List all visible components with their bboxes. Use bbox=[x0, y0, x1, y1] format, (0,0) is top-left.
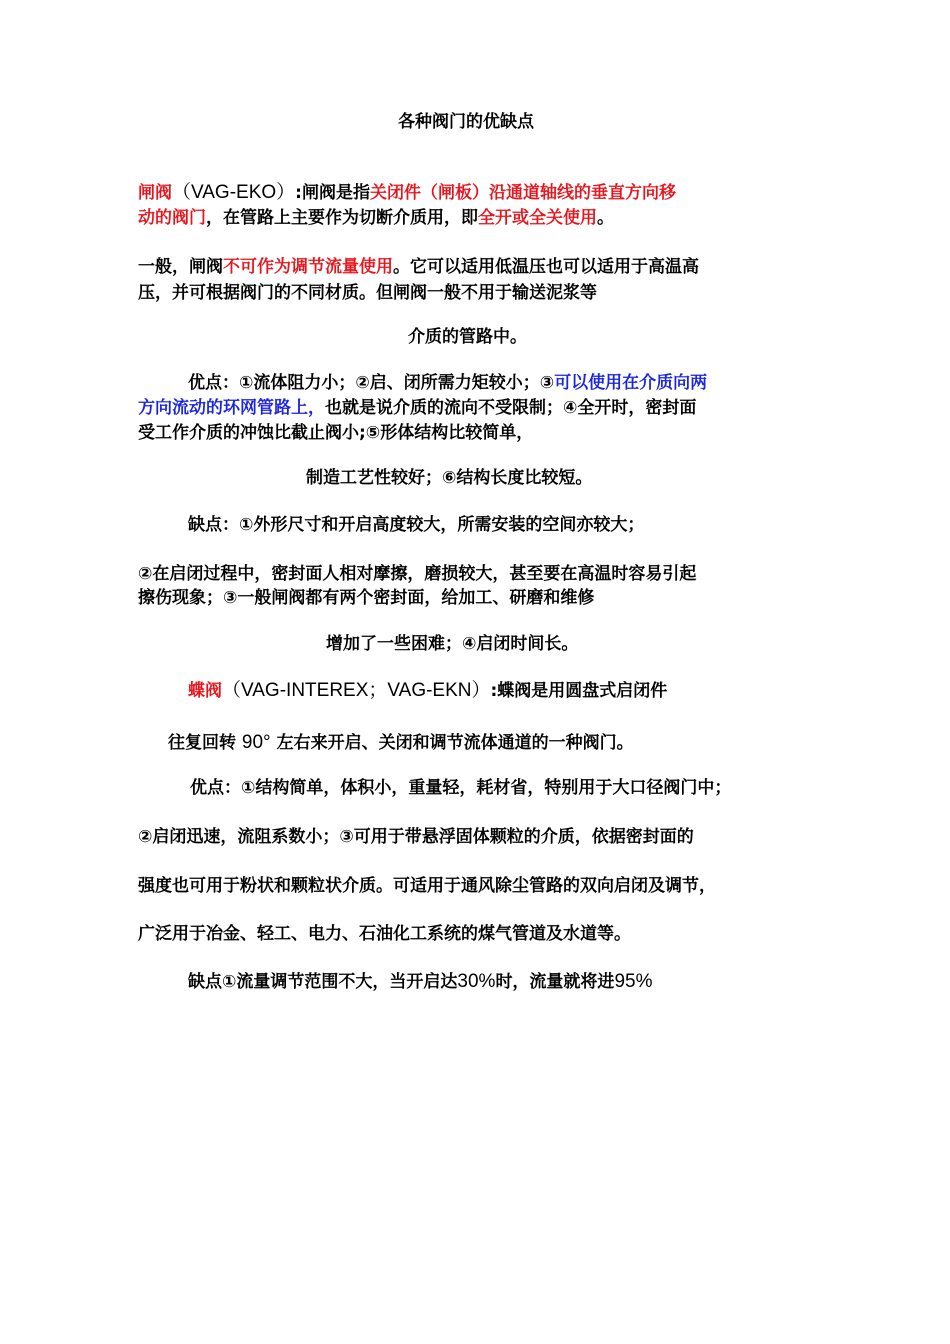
gate-valve-model: （VAG-EKO） bbox=[172, 182, 296, 203]
butterfly-valve-line-1 bbox=[188, 679, 667, 703]
butterfly-rotation-angle: 90° bbox=[241, 732, 271, 753]
butterfly-valve-name: 蝶阀 bbox=[188, 681, 222, 701]
butterfly-advantages-line-3: 强度也可用于粉状和颗粒状介质。可适用于通风除尘管路的双向启闭及调节， bbox=[138, 876, 716, 896]
gate-valve-highlight: 全开或全关使用 bbox=[478, 208, 597, 228]
butterfly-advantages-line-1: 优点：①结构简单，体积小，重量轻，耗材省，特别用于大口径阀门中； bbox=[190, 778, 732, 798]
butterfly-valve-line-2 bbox=[168, 731, 634, 755]
butterfly-disadvantages-text: 缺点①流量调节范围不大，当开启达 bbox=[188, 972, 458, 992]
gate-disadvantages-line-1: 缺点：①外形尺寸和开启高度较大，所需安装的空间亦较大； bbox=[188, 515, 645, 535]
gate-disadvantages-line-2: ②在启闭过程中，密封面人相对摩擦，磨损较大，甚至要在高温时容易引起 bbox=[138, 564, 697, 584]
gate-valve-text: 。 bbox=[597, 208, 614, 228]
page-title: 各种阀门的优缺点 bbox=[398, 112, 534, 132]
butterfly-valve-text: :蝶阀是用圆盘式启闭件 bbox=[490, 681, 668, 701]
gate-advantages-highlight: 方向流动的环网管路上， bbox=[138, 398, 325, 418]
gate-advantages-text: 也就是说介质的流向不受限制；④全开时，密封面 bbox=[325, 398, 697, 418]
butterfly-valve-model: （VAG-INTEREX；VAG-EKN） bbox=[222, 680, 491, 701]
gate-advantages-line-1 bbox=[188, 371, 707, 395]
gate-valve-highlight: 关闭件（闸板）沿通道轴线的垂直方向移 bbox=[369, 183, 676, 203]
butterfly-flow-percent: 95% bbox=[614, 971, 653, 992]
gate-valve-line-2 bbox=[138, 206, 614, 230]
gate-valve-text: ，在管路上主要作为切断介质用，即 bbox=[206, 208, 478, 228]
gate-advantages-highlight: 可以使用在介质向两 bbox=[554, 373, 708, 393]
gate-paragraph-line-2: 压，并可根据阀门的不同材质。但闸阀一般不用于输送泥浆等 bbox=[138, 283, 597, 303]
gate-disadvantages-line-3: 擦伤现象；③一般闸阀都有两个密封面，给加工、研磨和维修 bbox=[138, 588, 595, 608]
butterfly-valve-text: 往复回转 bbox=[168, 733, 236, 753]
gate-paragraph-text: 。它可以适用低温压也可以适用于高温高 bbox=[393, 257, 699, 277]
butterfly-advantages-line-4: 广泛用于冶金、轻工、电力、石油化工系统的煤气管道及水道等。 bbox=[138, 924, 631, 944]
butterfly-advantages-line-2: ②启闭迅速，流阻系数小；③可用于带悬浮固体颗粒的介质，依据密封面的 bbox=[138, 827, 694, 847]
butterfly-open-percent: 30% bbox=[457, 971, 496, 992]
gate-advantages-line-2 bbox=[138, 396, 696, 420]
gate-paragraph-line-1 bbox=[138, 255, 699, 279]
gate-paragraph-text: 一般，闸阀 bbox=[138, 257, 223, 277]
gate-valve-highlight: 动的阀门 bbox=[138, 208, 206, 228]
gate-valve-name: 闸阀 bbox=[138, 183, 172, 203]
gate-paragraph-highlight: 不可作为调节流量使用 bbox=[223, 257, 393, 277]
gate-advantages-line-4: 制造工艺性较好；⑥结构长度比较短。 bbox=[306, 468, 593, 488]
butterfly-valve-text: 左右来开启、关闭和调节流体通道的一种阀门。 bbox=[276, 733, 634, 753]
gate-paragraph-line-3: 介质的管路中。 bbox=[408, 327, 527, 347]
gate-valve-line-1 bbox=[138, 181, 676, 205]
butterfly-disadvantages-text: 时，流量就将进 bbox=[495, 972, 615, 992]
gate-advantages-text: 优点：①流体阻力小；②启、闭所需力矩较小；③ bbox=[188, 373, 555, 393]
gate-valve-text: :闸阀是指 bbox=[295, 183, 370, 203]
gate-disadvantages-line-4: 增加了一些困难；④启闭时间长。 bbox=[326, 634, 579, 654]
gate-advantages-line-3: 受工作介质的冲蚀比截止阀小;⑤形体结构比较简单， bbox=[138, 423, 534, 443]
butterfly-disadvantages-line-1 bbox=[188, 970, 652, 994]
